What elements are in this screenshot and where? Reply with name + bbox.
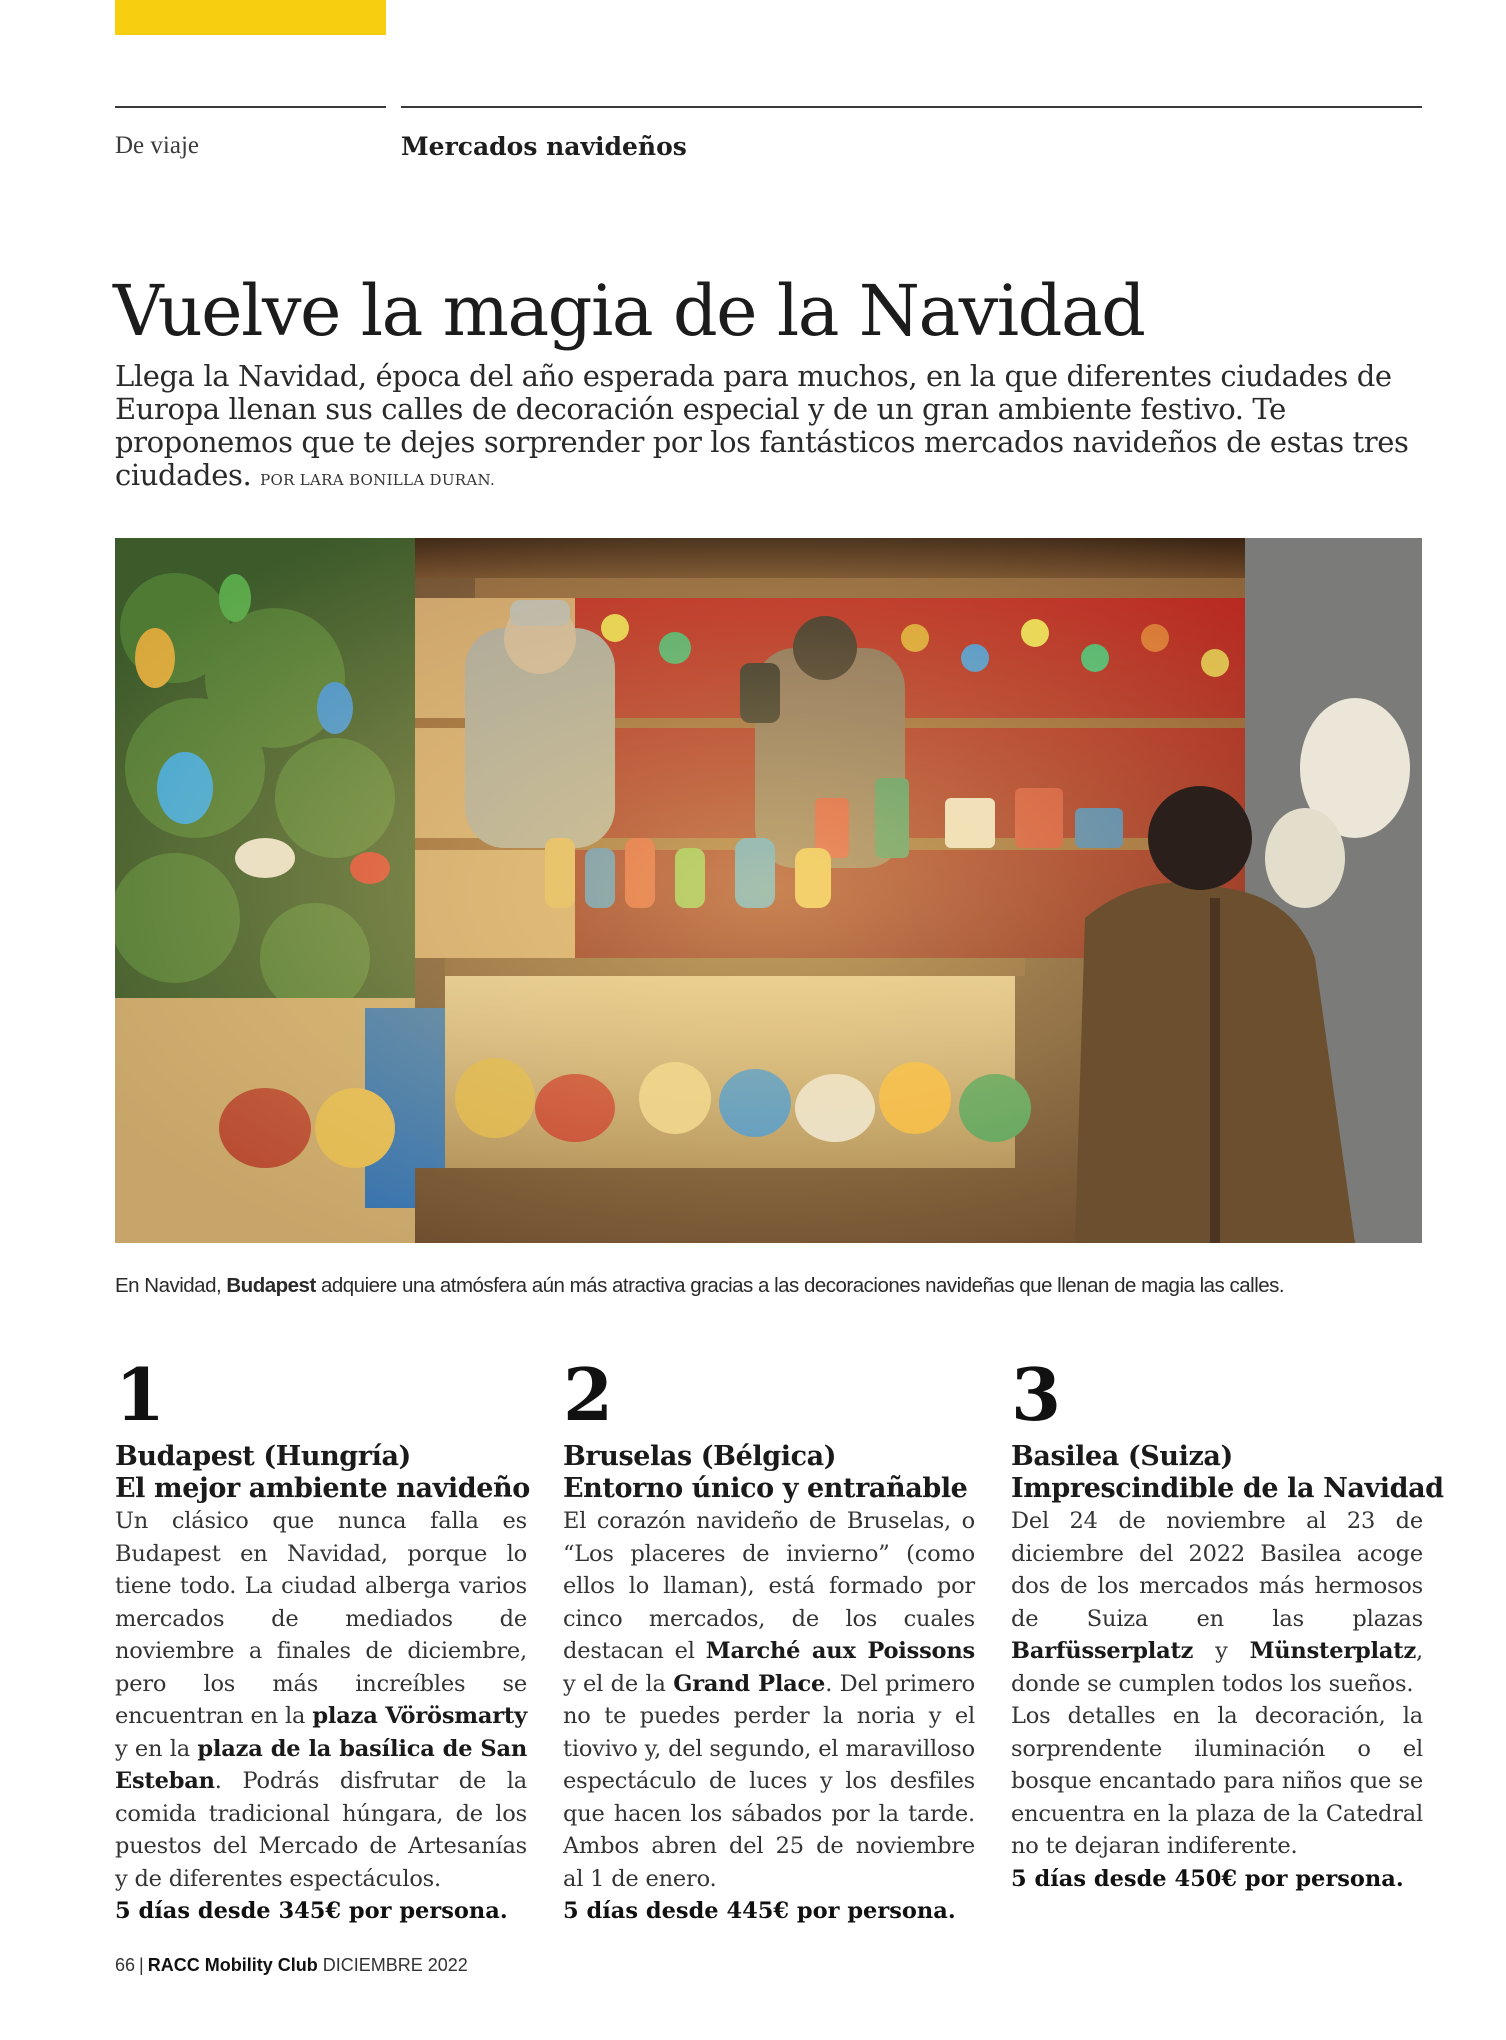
publication-name: RACC Mobility Club (147, 1955, 318, 1975)
destination-number: 2 (563, 1352, 614, 1437)
destination-price: 5 días desde 345€ por persona. (115, 1898, 508, 1924)
photo-caption (115, 1274, 1435, 1298)
section-topic: Mercados navideños (401, 132, 687, 161)
section-label: De viaje (115, 132, 199, 159)
destination-number: 1 (115, 1352, 166, 1437)
footer-separator: | (139, 1955, 144, 1975)
page-number: 66 (115, 1955, 136, 1975)
destination-body: El corazón navideño de Bruselas, o “Los placeres de invierno” (como ellos lo llaman), está formado por cinco mercados, de los cuales destacan el Marché aux Poissons y el de la Grand Place. Del primero no te puedes perder la noria y el tiovivo y, del segundo, el maravilloso espectáculo de luces y los desfiles que hacen los sábados por la tarde. Ambos abren del 25 de noviembre al 1 de enero. (563, 1508, 976, 1892)
destination-city: Basilea (Suiza) (1011, 1441, 1233, 1472)
christmas-market-photo (115, 538, 1422, 1243)
destination-column-basilea (1011, 1352, 1444, 1895)
caption-highlight: Budapest (226, 1274, 316, 1297)
caption-text-after: adquiere una atmósfera aún más atractiva gracias a las decoraciones navideñas que llenan de magia las calles. (315, 1274, 1285, 1297)
destination-number: 3 (1011, 1352, 1062, 1437)
destination-column-bruselas (563, 1352, 976, 1928)
header-rule-left (115, 106, 386, 108)
destination-city: Budapest (Hungría) (115, 1441, 411, 1472)
destination-body: Un clásico que nunca falla es Budapest en Navidad, porque lo tiene todo. La ciudad alberga varios mercados de mediados de noviembre a finales de diciembre, pero los más increíbles se encuentran en la plaza Vörösmarty y en la plaza de la basílica de San Esteban. Podrás disfrutar de la comida tradicional húngara, de los puestos del Mercado de Artesanías y de diferentes espectáculos. (115, 1508, 528, 1892)
intro-text: Llega la Navidad, época del año esperada para muchos, en la que diferentes ciudades de Europa llenan sus calles de decoración especial y de un gran ambiente festivo. Te proponemos que te dejes sorprender por los fantásticos mercados navideños de estas tres ciudades. (115, 359, 1409, 492)
destination-subtitle: Imprescindible de la Navidad (1011, 1473, 1444, 1504)
byline: POR LARA BONILLA DURAN. (260, 471, 496, 489)
destination-column-budapest (115, 1352, 530, 1928)
header-rule-right (401, 106, 1422, 108)
destination-subtitle: El mejor ambiente navideño (115, 1473, 530, 1504)
caption-text-before: En Navidad, (115, 1274, 227, 1297)
issue-date: DICIEMBRE 2022 (322, 1955, 468, 1975)
article-intro (115, 360, 1425, 497)
destination-subtitle: Entorno único y entrañable (563, 1473, 968, 1504)
section-color-tab (115, 0, 386, 35)
destination-price: 5 días desde 445€ por persona. (563, 1898, 956, 1924)
article-title: Vuelve la magia de la Navidad (113, 270, 1145, 352)
destination-price: 5 días desde 450€ por persona. (1011, 1865, 1404, 1892)
market-stall-illustration (115, 538, 1422, 1243)
destination-city: Bruselas (Bélgica) (563, 1441, 837, 1472)
destination-body: Del 24 de noviembre al 23 de diciembre del 2022 Basilea acoge dos de los mercados más hermosos de Suiza en las plazas Barfüsserplatz y Münsterplatz, donde se cumplen todos los sueños. Los detalles en la decoración, la sorprendente iluminación o el bosque encantado para niños que se encuentra en la plaza de la Catedral no te dejaran indiferente. (1011, 1508, 1423, 1859)
page-footer (115, 1955, 468, 1976)
